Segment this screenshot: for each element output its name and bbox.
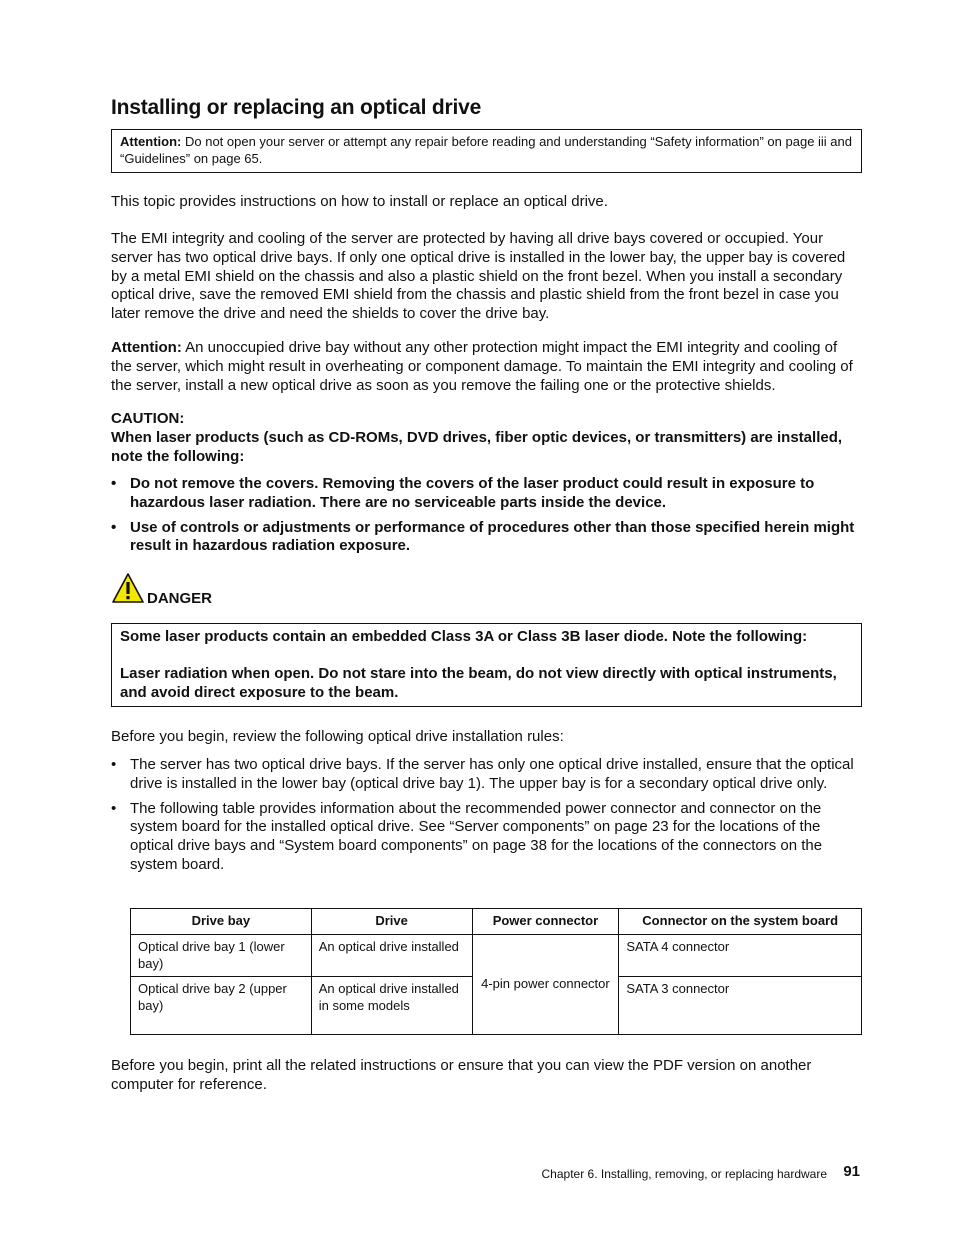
- rules-bullet-list: [111, 756, 862, 881]
- page-title: Installing or replacing an optical drive: [111, 96, 482, 119]
- table-row: [131, 935, 862, 977]
- connector-table: [130, 908, 862, 1035]
- intro-paragraph: This topic provides instructions on how to install or replace an optical drive.: [111, 193, 608, 210]
- table-cell: An optical drive installed in some models: [311, 977, 472, 1035]
- attention2-label: Attention:: [111, 339, 182, 356]
- table-cell: SATA 3 connector: [619, 977, 862, 1035]
- header-system-board-connector: Connector on the system board: [619, 909, 862, 935]
- header-power-connector: Power connector: [472, 909, 619, 935]
- list-item: • The following table provides information about the recommended power connector and connector on the system board for the installed optical drive. See “Server components” on page 23 for the locations of the optical drive bays and “System board components” on page 38 for the locations of the connectors on the system board.: [111, 799, 823, 873]
- bullet-dot: •: [111, 475, 117, 492]
- bullet-dot: •: [111, 756, 117, 773]
- table-cell-power-connector: 4-pin power connector: [472, 935, 619, 1035]
- rules-intro: Before you begin, review the following optical drive installation rules:: [111, 728, 564, 745]
- bullet-dot: •: [111, 799, 117, 817]
- table-cell: Optical drive bay 2 (upper bay): [131, 977, 312, 1035]
- attention-paragraph: [111, 339, 862, 395]
- footer-chapter: Chapter 6. Installing, removing, or replacing hardware: [541, 1167, 827, 1181]
- attention-notice-box: [111, 129, 862, 173]
- attention-text: Do not open your server or attempt any repair before reading and understanding “Safety information” on page iii and “Guidelines” on page 65.: [120, 134, 852, 166]
- attention2-text: An unoccupied drive bay without any other protection might impact the EMI integrity and cooling of the server, which might result in overheating or component damage. To maintain the EMI integrity and cooling of the server, install a new optical drive as soon as you remove the failing one or the protective shields.: [111, 339, 853, 394]
- danger-line-2: Laser radiation when open. Do not stare into the beam, do not view directly with optical instruments, and avoid direct exposure to the beam.: [120, 664, 837, 701]
- danger-label: DANGER: [147, 590, 213, 607]
- page-number: 91: [843, 1163, 860, 1180]
- caution-bullet-list: [111, 475, 862, 562]
- bullet-dot: •: [111, 518, 117, 536]
- table-header-row: [131, 909, 862, 935]
- table-cell: SATA 4 connector: [619, 935, 862, 977]
- emi-paragraph: The EMI integrity and cooling of the server are protected by having all drive bays covered or occupied. Your server has two optical drive bays. If only one optical drive is installed in the lower bay, the upper bay is covered by a metal EMI shield on the chassis and also a plastic shield on the front bezel. When you install a secondary optical drive, save the removed EMI shield from the chassis and plastic shield from the front bezel in case you later remove the drive and need the shields to cover the drive bay.: [111, 230, 846, 323]
- caution-text: When laser products (such as CD-ROMs, DVD drives, fiber optic devices, or transmitters) are installed, note the following:: [111, 429, 843, 465]
- danger-line-1: Some laser products contain an embedded Class 3A or Class 3B laser diode. Note the following:: [120, 628, 808, 645]
- list-item: • Do not remove the covers. Removing the covers of the laser product could result in exposure to hazardous laser radiation. There are no serviceable parts inside the device.: [111, 475, 815, 511]
- table-cell: An optical drive installed: [311, 935, 472, 977]
- warning-triangle-icon: [111, 572, 145, 604]
- closing-paragraph: Before you begin, print all the related instructions or ensure that you can view the PDF version on another computer for reference.: [111, 1057, 812, 1093]
- attention-label: Attention:: [120, 134, 182, 149]
- list-item: • The server has two optical drive bays. If the server has only one optical drive installed, ensure that the optical drive is installed in the lower bay (optical drive bay 1). The upper bay is for a secondary optical drive only.: [111, 756, 854, 792]
- header-drive: Drive: [311, 909, 472, 935]
- list-item: • Use of controls or adjustments or performance of procedures other than those specified herein might result in hazardous radiation exposure.: [111, 518, 855, 555]
- table-cell: Optical drive bay 1 (lower bay): [131, 935, 312, 977]
- header-drive-bay: Drive bay: [131, 909, 312, 935]
- caution-label: CAUTION:: [111, 410, 185, 427]
- danger-notice-box: [111, 623, 862, 707]
